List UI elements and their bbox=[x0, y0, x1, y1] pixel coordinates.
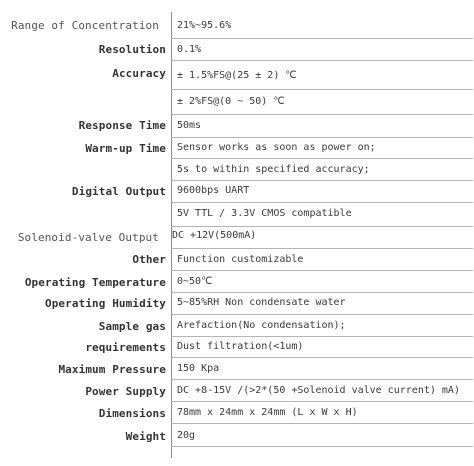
label-resolution: Resolution bbox=[98, 43, 166, 56]
label-sample-gas-requirements: requirements bbox=[85, 341, 166, 354]
label-response-time: Response Time bbox=[78, 119, 166, 132]
label-power-supply: Power Supply bbox=[85, 385, 166, 398]
label-other: Other bbox=[132, 253, 166, 266]
value-weight: 20g bbox=[177, 430, 196, 441]
value-solenoid-valve-output: DC +12V(500mA) bbox=[172, 230, 257, 241]
value-dimensions: 78mm x 24mm x 24mm (L x W x H) bbox=[177, 407, 358, 418]
label-operating-humidity: Operating Humidity bbox=[44, 297, 166, 310]
row-separator bbox=[171, 137, 473, 138]
value-power-supply: DC +8-15V /(>2*(50 +Solenoid valve current) mA) bbox=[177, 385, 460, 396]
value-warm-up-time-2: 5s to within specified accuracy; bbox=[177, 164, 370, 175]
value-warm-up-time-1: Sensor works as soon as power on; bbox=[177, 142, 376, 153]
value-range-of-concentration: 21%~95.6% bbox=[177, 20, 232, 31]
label-solenoid-valve-output: Solenoid-valve Output bbox=[17, 231, 159, 244]
row-separator bbox=[171, 446, 473, 447]
row-separator bbox=[171, 89, 473, 90]
value-maximum-pressure: 150 Kpa bbox=[177, 363, 220, 374]
value-sample-gas-2: Dust filtration(<1um) bbox=[177, 341, 304, 352]
label-maximum-pressure: Maximum Pressure bbox=[58, 363, 166, 376]
value-resolution: 0.1% bbox=[177, 44, 202, 55]
value-sample-gas-1: Arefaction(No condensation); bbox=[177, 320, 346, 331]
label-digital-output: Digital Output bbox=[71, 185, 166, 198]
label-dimensions: Dimensions bbox=[98, 407, 166, 420]
row-separator bbox=[171, 202, 473, 203]
row-separator bbox=[171, 336, 473, 337]
row-separator bbox=[171, 226, 473, 227]
row-separator bbox=[171, 379, 473, 380]
value-operating-temperature: 0~50℃ bbox=[177, 276, 213, 287]
value-digital-output-2: 5V TTL / 3.3V CMOS compatible bbox=[177, 208, 352, 219]
row-separator bbox=[171, 158, 473, 159]
row-separator bbox=[171, 292, 473, 293]
value-accuracy-1: ± 1.5%FS@(25 ± 2) ℃ bbox=[177, 70, 297, 81]
value-accuracy-2: ± 2%FS@(0 ~ 50) ℃ bbox=[177, 96, 285, 107]
value-digital-output-1: 9600bps UART bbox=[177, 185, 250, 196]
value-other: Function customizable bbox=[177, 254, 304, 265]
label-operating-temperature: Operating Temperature bbox=[24, 276, 166, 289]
label-accuracy: Accuracy bbox=[112, 67, 166, 80]
label-warm-up-time: Warm-up Time bbox=[85, 142, 166, 155]
row-separator bbox=[171, 423, 473, 424]
label-range-of-concentration: Range of Concentration bbox=[11, 19, 159, 32]
label-sample-gas: Sample gas bbox=[98, 320, 166, 333]
row-separator bbox=[171, 401, 473, 402]
row-separator bbox=[171, 60, 473, 61]
row-separator bbox=[171, 248, 473, 249]
row-separator bbox=[171, 180, 473, 181]
row-separator bbox=[171, 270, 473, 271]
row-separator bbox=[171, 114, 473, 115]
value-operating-humidity: 5~85%RH Non condensate water bbox=[177, 297, 346, 308]
row-separator bbox=[171, 314, 473, 315]
label-weight: Weight bbox=[125, 430, 166, 443]
row-separator bbox=[171, 38, 473, 39]
value-response-time: 50ms bbox=[177, 120, 202, 131]
row-separator bbox=[171, 357, 473, 358]
